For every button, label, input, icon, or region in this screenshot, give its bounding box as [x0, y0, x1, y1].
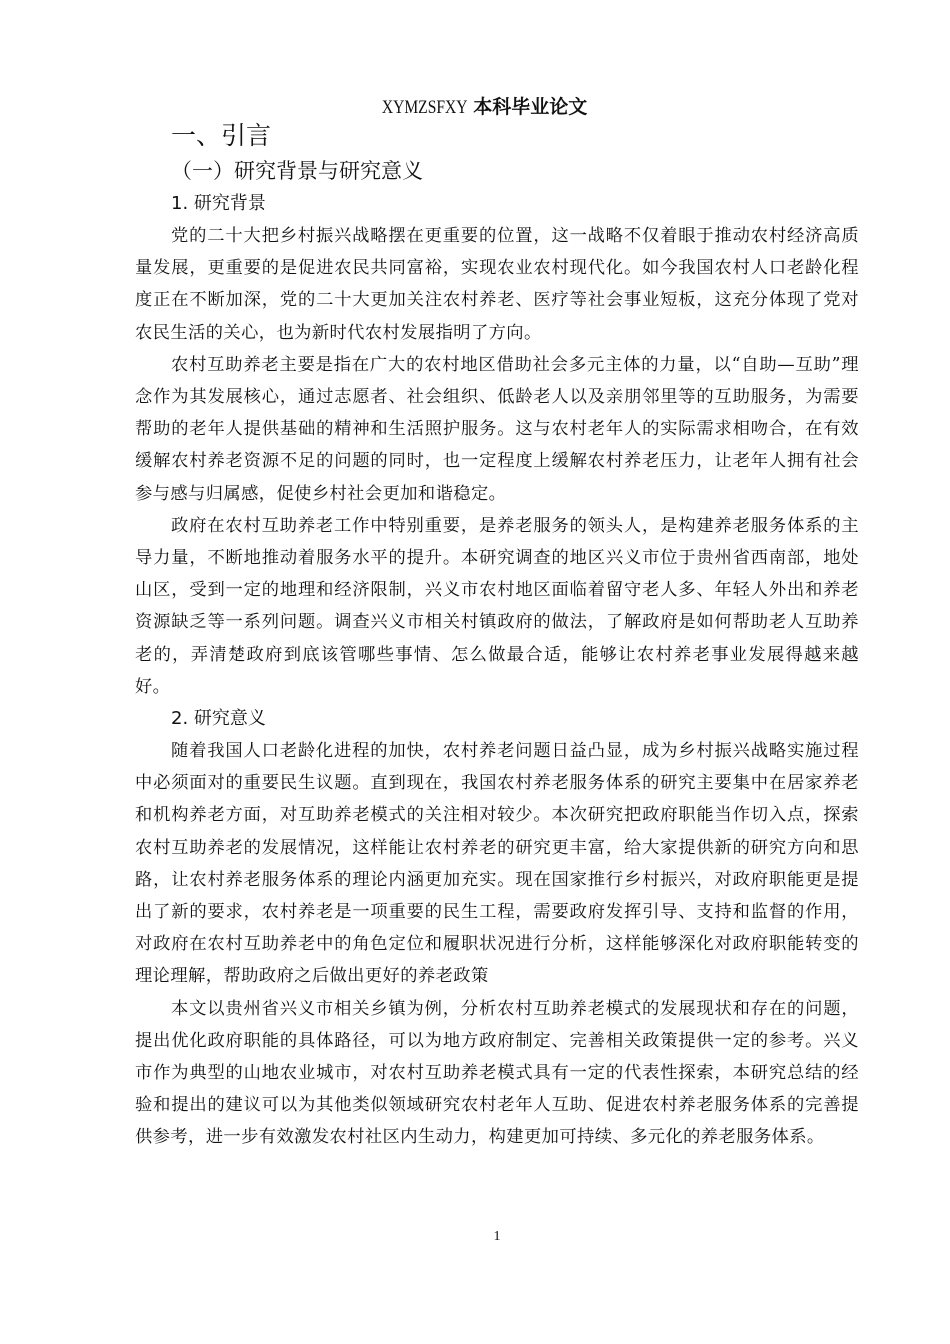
header-doc-type: 本科毕业论文 — [473, 96, 588, 118]
paragraph-background-3: 政府在农村互助养老工作中特别重要，是养老服务的领头人，是构建养老服务体系的主导力量，不断地推动着服务水平的提升。本研究调查的地区兴义市位于贵州省西南部，地处山区，受到一定的地理和经济限制，兴义市农村地区面临着留守老人多、年轻人外出和养老资源缺乏等一系列问题。调查兴义市相关村镇政府的做法，了解政府是如何帮助老人互助养老的，弄清楚政府到底该管哪些事情、怎么做最合适，能够让农村养老事业发展得越来越好。 — [135, 515, 859, 697]
main-content — [135, 118, 859, 1154]
subsection-heading-background: 1. 研究背景 — [171, 193, 266, 214]
paragraph-background-2: 农村互助养老主要是指在广大的农村地区借助社会多元主体的力量，以“自助—互助”理念作为其发展核心，通过志愿者、社会组织、低龄老人以及亲朋邻里等的互助服务，为需要帮助的老年人提供基础的精神和生活照护服务。这与农村老年人的实际需求相吻合，在有效缓解农村养老资源不足的问题的同时，也一定程度上缓解农村养老压力，让老年人拥有社会参与感与归属感，促使乡村社会更加和谐稳定。 — [135, 354, 859, 504]
header-school-code: XYMZSFXY — [381, 97, 468, 118]
chapter-heading: 一、引言 — [171, 121, 272, 150]
section-heading: （一）研究背景与研究意义 — [171, 159, 423, 183]
paragraph-significance-2: 本文以贵州省兴义市相关乡镇为例，分析农村互助养老模式的发展现状和存在的问题，提出优化政府职能的具体路径，可以为地方政府制定、完善相关政策提供一定的参考。兴义市作为典型的山地农业城市，对农村互助养老模式具有一定的代表性探索，本研究总结的经验和提出的建议可以为其他类似领域研究农村老年人互助、促进农村养老服务体系的完善提供参考，进一步有效激发农村社区内生动力，构建更加可持续、多元化的养老服务体系。 — [135, 998, 859, 1148]
paragraph-background-1: 党的二十大把乡村振兴战略摆在更重要的位置，这一战略不仅着眼于推动农村经济高质量发展，更重要的是促进农民共同富裕，实现农业农村现代化。如今我国农村人口老龄化程度正在不断加深，党的二十大更加关注农村养老、医疗等社会事业短板，这充分体现了党对农民生活的关心，也为新时代农村发展指明了方向。 — [135, 226, 859, 343]
running-header — [0, 95, 950, 120]
paragraph-significance-1: 随着我国人口老龄化进程的加快，农村养老问题日益凸显，成为乡村振兴战略实施过程中必须面对的重要民生议题。直到现在，我国农村养老服务体系的研究主要集中在居家养老和机构养老方面，对互助养老模式的关注相对较少。本次研究把政府职能当作切入点，探索农村互助养老的发展情况，这样能让农村养老的研究更丰富，给大家提供新的研究方向和思路，让农村养老服务体系的理论内涵更加充实。现在国家推行乡村振兴，对政府职能更是提出了新的要求，农村养老是一项重要的民生工程，需要政府发挥引导、支持和监督的作用，对政府在农村互助养老中的角色定位和履职状况进行分析，这样能够深化对政府职能转变的理论理解，帮助政府之后做出更好的养老政策 — [135, 741, 859, 987]
page-number: 1 — [493, 1229, 501, 1244]
subsection-heading-significance: 2. 研究意义 — [171, 708, 266, 730]
